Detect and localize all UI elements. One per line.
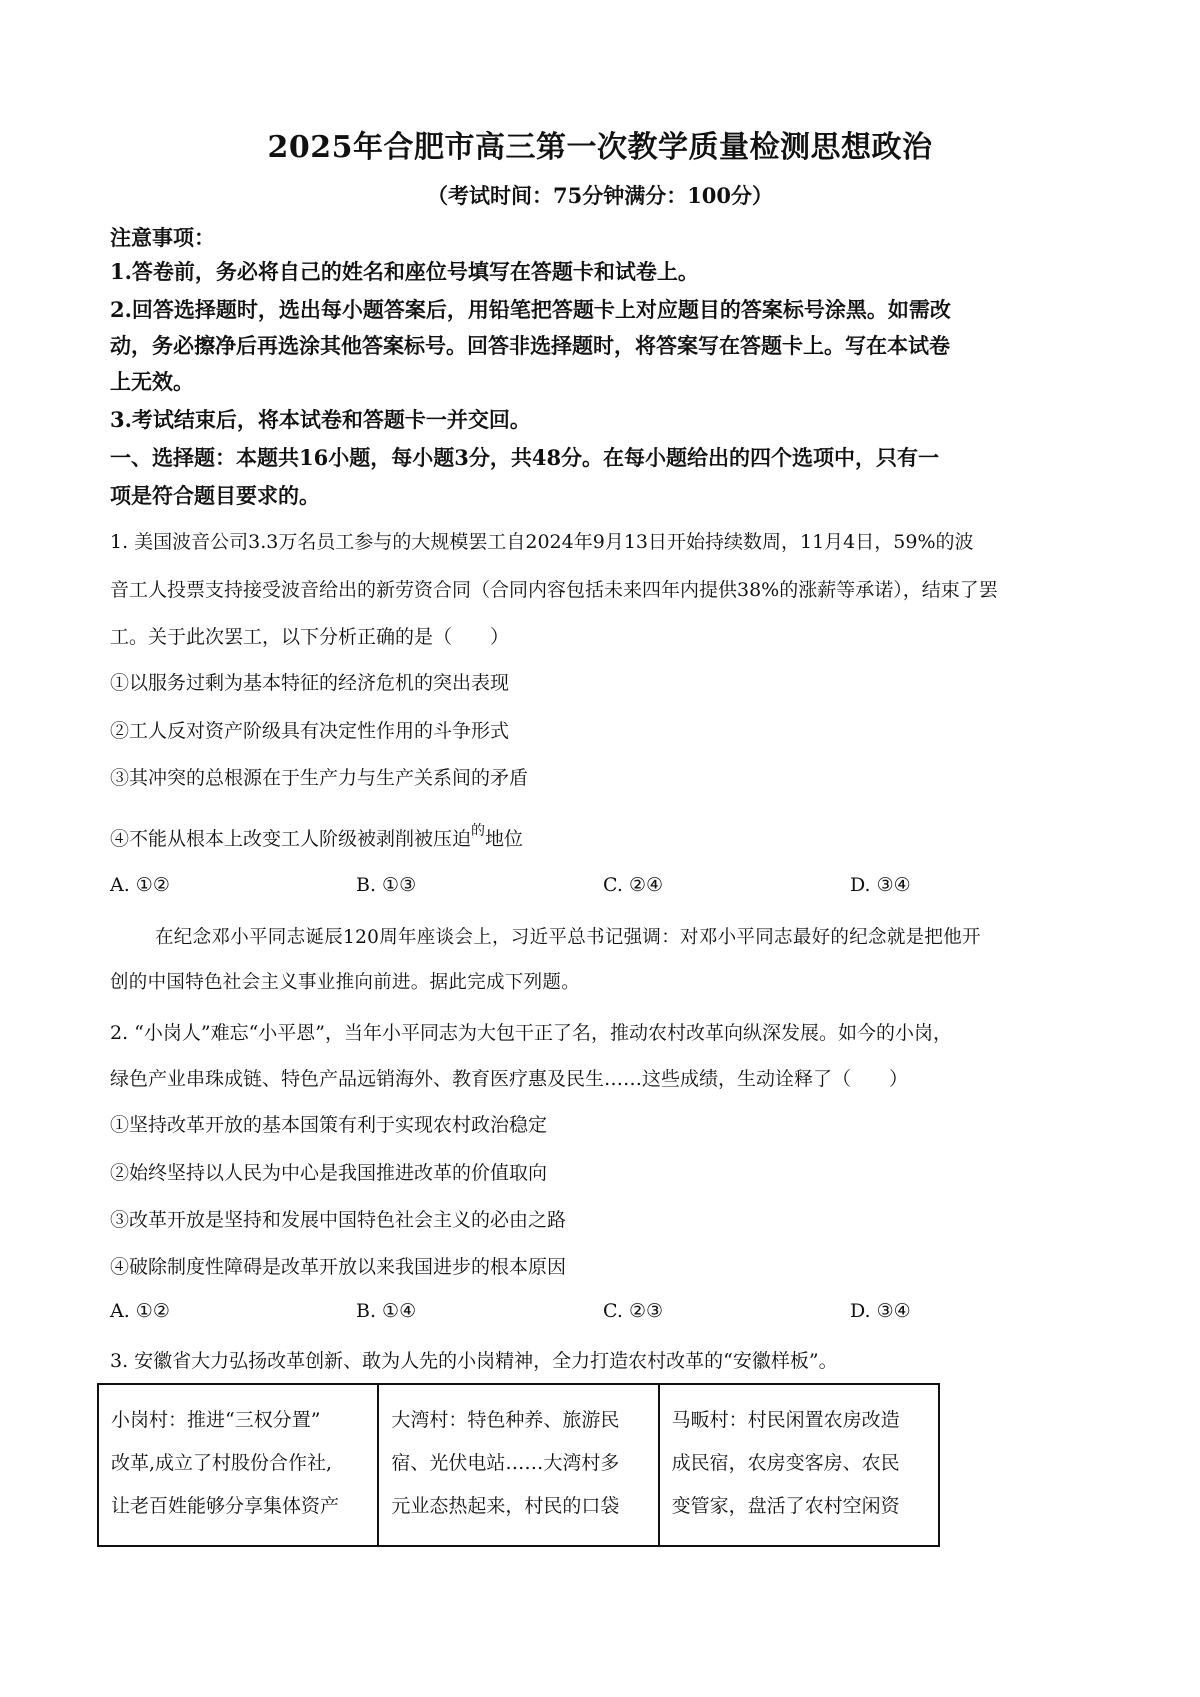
notice-line: 3.考试结束后，将本试卷和答题卡一并交回。 bbox=[110, 407, 531, 432]
cell-line: 马畈村：村民闲置农房改造 bbox=[671, 1409, 900, 1431]
q1-item bbox=[110, 820, 1100, 851]
cell-line: 让老百姓能够分享集体资产 bbox=[111, 1495, 340, 1517]
q1-item: ①以服务过剩为基本特征的经济危机的突出表现 bbox=[110, 672, 510, 694]
q1-item4-text: ④不能从根本上改变工人阶级被剥削被压迫 bbox=[110, 828, 472, 850]
q2-option-c[interactable]: C. ②③ bbox=[603, 1300, 664, 1322]
q1-item: ③其冲突的总根源在于生产力与生产关系间的矛盾 bbox=[110, 767, 529, 789]
notice-line: 1.答卷前，务必将自己的姓名和座位号填写在答题卡和试卷上。 bbox=[110, 259, 699, 284]
q2-stem: 2. “小岗人”难忘“小平恩”，当年小平同志为大包干正了名，推动农村改革向纵深发展。如今的小岗， bbox=[110, 1022, 953, 1044]
q2-stem: 绿色产业串珠成链、特色产品远销海外、教育医疗惠及民生……这些成绩，生动诠释了（ ） bbox=[110, 1068, 909, 1090]
notice-heading: 注意事项： bbox=[110, 225, 215, 250]
q1-option-c[interactable]: C. ②④ bbox=[603, 874, 664, 896]
notice-line: 上无效。 bbox=[110, 369, 194, 394]
q2-option-d[interactable]: D. ③④ bbox=[850, 1300, 911, 1322]
q1-option-d[interactable]: D. ③④ bbox=[850, 874, 911, 896]
notice-line: 2.回答选择题时，选出每小题答案后，用铅笔把答题卡上对应题目的答案标号涂黑。如需改 bbox=[110, 297, 951, 322]
cell-line: 元业态热起来，村民的口袋 bbox=[391, 1495, 620, 1517]
q1-option-a[interactable]: A. ①② bbox=[110, 874, 170, 896]
q1-stem: 音工人投票支持接受波音给出的新劳资合同（合同内容包括未来四年内提供38%的涨薪等承诺），结束了罢 bbox=[110, 579, 998, 601]
q3-stem: 3. 安徽省大力弘扬改革创新、敢为人先的小岗精神，全力打造农村改革的“安徽样板”。 bbox=[110, 1350, 838, 1372]
cell-line: 变管家，盘活了农村空闲资 bbox=[671, 1495, 900, 1517]
q1-stem: 1. 美国波音公司3.3万名员工参与的大规模罢工自2024年9月13日开始持续数周，11月4日，59%的波 bbox=[110, 531, 974, 553]
cell-line: 成民宿，农房变客房、农民 bbox=[671, 1452, 900, 1474]
table-row bbox=[98, 1384, 939, 1546]
exam-subtitle: （考试时间：75分钟满分：100分） bbox=[426, 183, 774, 208]
passage-intro: 创的中国特色社会主义事业推向前进。据此完成下列题。 bbox=[110, 972, 581, 993]
table-cell-dawan bbox=[378, 1384, 658, 1546]
q2-option-a[interactable]: A. ①② bbox=[110, 1300, 170, 1322]
q2-item: ①坚持改革开放的基本国策有利于实现农村政治稳定 bbox=[110, 1114, 548, 1136]
q1-item: ②工人反对资产阶级具有决定性作用的斗争形式 bbox=[110, 720, 510, 742]
notice-line: 动，务必擦净后再选涂其他答案标号。回答非选择题时，将答案写在答题卡上。写在本试卷 bbox=[110, 333, 950, 358]
q1-item4-end: 地位 bbox=[485, 828, 524, 850]
q2-option-b[interactable]: B. ①④ bbox=[356, 1300, 417, 1322]
q2-item: ④破除制度性障碍是改革开放以来我国进步的根本原因 bbox=[110, 1256, 567, 1278]
q1-item4-sup: 的 bbox=[471, 823, 486, 839]
exam-title: 2025年合肥市高三第一次教学质量检测思想政治 bbox=[267, 130, 933, 165]
q1-stem: 工。关于此次罢工，以下分析正确的是（ ） bbox=[110, 626, 510, 648]
cell-line: 宿、光伏电站……大湾村多 bbox=[391, 1452, 620, 1474]
cell-line: 小岗村：推进“三权分置” bbox=[111, 1409, 321, 1431]
q2-item: ②始终坚持以人民为中心是我国推进改革的价值取向 bbox=[110, 1162, 548, 1184]
section-heading: 项是符合题目要求的。 bbox=[110, 483, 320, 508]
table-cell-mafan bbox=[659, 1384, 939, 1546]
passage-intro: 在纪念邓小平同志诞辰120周年座谈会上，习近平总书记强调：对邓小平同志最好的纪念就是把他开 bbox=[155, 927, 981, 948]
village-cases-table bbox=[97, 1383, 940, 1547]
table-cell-xiaogang bbox=[98, 1384, 378, 1546]
cell-line: 大湾村：特色种养、旅游民 bbox=[391, 1409, 620, 1431]
q2-item: ③改革开放是坚持和发展中国特色社会主义的必由之路 bbox=[110, 1209, 567, 1231]
cell-line: 改革,成立了村股份合作社, bbox=[111, 1452, 333, 1474]
section-heading: 一、选择题：本题共16小题，每小题3分，共48分。在每小题给出的四个选项中，只有一 bbox=[110, 445, 940, 470]
q1-option-b[interactable]: B. ①③ bbox=[356, 874, 417, 896]
